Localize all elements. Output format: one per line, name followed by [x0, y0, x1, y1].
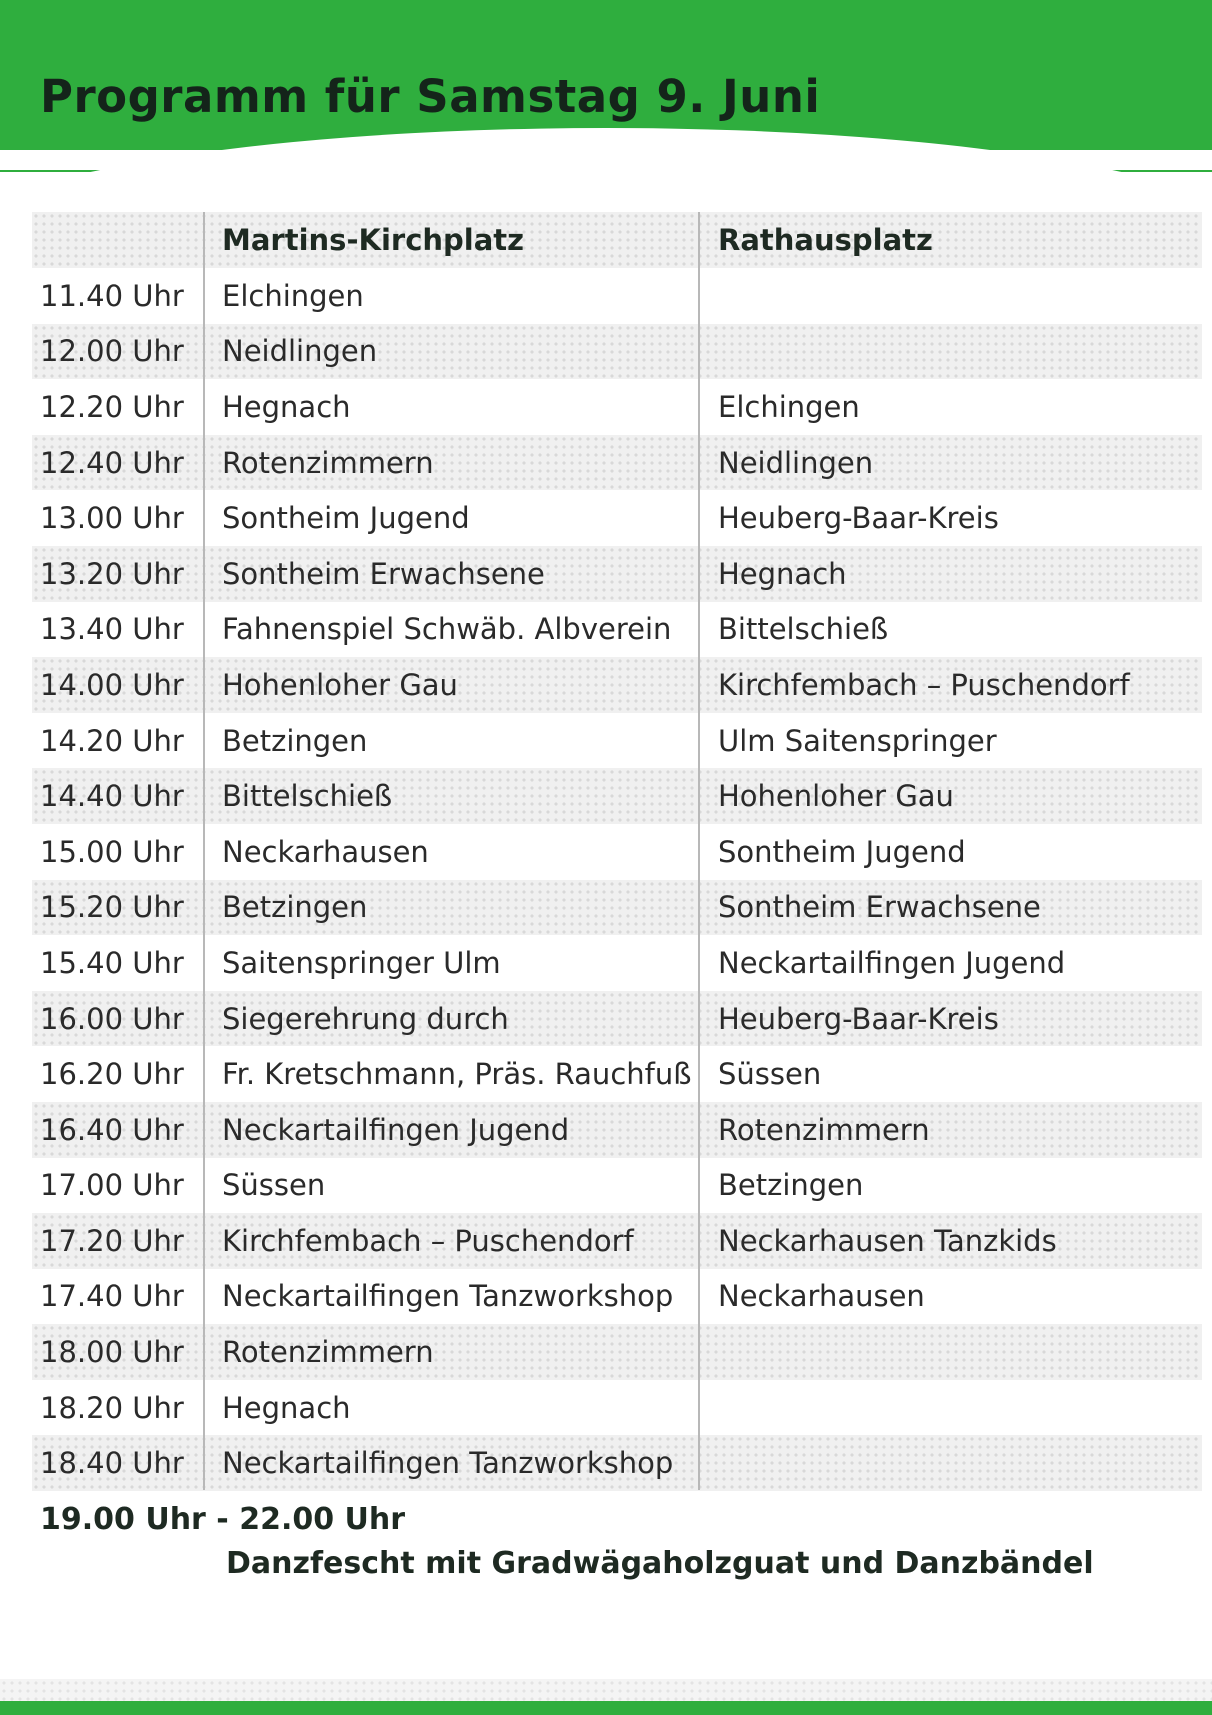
table-row	[32, 435, 1202, 491]
table-row	[32, 768, 1202, 824]
table-row	[32, 991, 1202, 1047]
table-row	[32, 935, 1202, 991]
venue-a-cell: Sontheim Jugend	[222, 501, 470, 536]
venue-b-cell: Heuberg-Baar-Kreis	[718, 1001, 999, 1036]
bottom-bar	[0, 1701, 1212, 1715]
table-row	[32, 713, 1202, 769]
table-row	[32, 546, 1202, 602]
venue-a-cell: Hegnach	[222, 1390, 351, 1425]
venue-b-cell: Neckartailfingen Jugend	[718, 945, 1066, 980]
schedule-table	[32, 212, 1202, 1491]
venue-b-cell: Hegnach	[718, 556, 847, 591]
column-divider-2	[698, 212, 700, 1490]
table-row	[32, 602, 1202, 658]
venue-b-cell: Ulm Saitenspringer	[718, 723, 997, 758]
table-row	[32, 1102, 1202, 1158]
venue-b-cell: Elchingen	[718, 389, 860, 424]
time-cell: 14.20 Uhr	[40, 723, 184, 758]
time-cell: 14.00 Uhr	[40, 667, 184, 702]
venue-a-cell: Rotenzimmern	[222, 445, 434, 480]
table-row	[32, 1158, 1202, 1214]
time-cell: 16.20 Uhr	[40, 1057, 184, 1092]
venue-a-cell: Rotenzimmern	[222, 1335, 434, 1370]
venue-a-cell: Neidlingen	[222, 334, 378, 369]
venue-b-cell: Neckarhausen Tanzkids	[718, 1223, 1057, 1258]
venue-b-cell: Sontheim Erwachsene	[718, 890, 1041, 925]
time-cell: 18.40 Uhr	[40, 1446, 184, 1481]
table-row	[32, 379, 1202, 435]
time-cell: 18.00 Uhr	[40, 1335, 184, 1370]
table-row	[32, 268, 1202, 324]
table-row	[32, 490, 1202, 546]
time-cell: 14.40 Uhr	[40, 779, 184, 814]
venue-a-cell: Kirchfembach – Puschendorf	[222, 1223, 634, 1258]
venue-a-cell: Betzingen	[222, 723, 368, 758]
venue-a-cell: Sontheim Erwachsene	[222, 556, 545, 591]
table-row	[32, 1269, 1202, 1325]
venue-b-cell: Rotenzimmern	[718, 1112, 930, 1147]
column-divider-1	[203, 212, 205, 1490]
table-header-row	[32, 212, 1202, 268]
venue-a-cell: Hohenloher Gau	[222, 667, 458, 702]
venue-a-cell: Betzingen	[222, 890, 368, 925]
time-cell: 17.20 Uhr	[40, 1223, 184, 1258]
venue-a-cell: Fahnenspiel Schwäb. Albverein	[222, 612, 672, 647]
venue-b-cell: Sontheim Jugend	[718, 834, 966, 869]
venue-a-cell: Saitenspringer Ulm	[222, 945, 501, 980]
table-row	[32, 657, 1202, 713]
time-cell: 12.00 Uhr	[40, 334, 184, 369]
venue-b-cell: Neidlingen	[718, 445, 874, 480]
venue-a-cell: Bittelschieß	[222, 779, 393, 814]
time-cell: 16.00 Uhr	[40, 1001, 184, 1036]
time-cell: 15.20 Uhr	[40, 890, 184, 925]
bottom-pattern	[0, 1679, 1212, 1701]
venue-a-cell: Süssen	[222, 1168, 326, 1203]
page-title: Programm für Samstag 9. Juni	[40, 70, 821, 123]
venue-a-cell: Neckartailfingen Jugend	[222, 1112, 570, 1147]
time-cell: 13.20 Uhr	[40, 556, 184, 591]
time-cell: 13.40 Uhr	[40, 612, 184, 647]
time-cell: 12.40 Uhr	[40, 445, 184, 480]
header-venue-b: Rathausplatz	[718, 223, 933, 257]
venue-a-cell: Neckartailfingen Tanzworkshop	[222, 1446, 674, 1481]
evening-time: 19.00 Uhr - 22.00 Uhr	[40, 1502, 406, 1537]
table-row	[32, 880, 1202, 936]
venue-a-cell: Fr. Kretschmann, Präs. Rauchfuß	[222, 1057, 692, 1092]
venue-b-cell: Süssen	[718, 1057, 822, 1092]
table-row	[32, 1213, 1202, 1269]
header-venue-a: Martins-Kirchplatz	[222, 223, 525, 257]
time-cell: 17.40 Uhr	[40, 1279, 184, 1314]
venue-b-cell: Neckarhausen	[718, 1279, 925, 1314]
venue-b-cell: Heuberg-Baar-Kreis	[718, 501, 999, 536]
table-row	[32, 824, 1202, 880]
venue-b-cell: Hohenloher Gau	[718, 779, 954, 814]
evening-event: Danzfescht mit Gradwägaholzguat und Danzbändel	[226, 1546, 1094, 1581]
venue-a-cell: Neckarhausen	[222, 834, 429, 869]
venue-b-cell: Bittelschieß	[718, 612, 889, 647]
time-cell: 15.40 Uhr	[40, 945, 184, 980]
time-cell: 18.20 Uhr	[40, 1390, 184, 1425]
venue-a-cell: Neckartailfingen Tanzworkshop	[222, 1279, 674, 1314]
table-row	[32, 324, 1202, 380]
venue-b-cell: Betzingen	[718, 1168, 864, 1203]
table-row	[32, 1380, 1202, 1436]
time-cell: 11.40 Uhr	[40, 278, 184, 313]
time-cell: 12.20 Uhr	[40, 389, 184, 424]
venue-b-cell: Kirchfembach – Puschendorf	[718, 667, 1130, 702]
venue-a-cell: Siegerehrung durch	[222, 1001, 509, 1036]
table-row	[32, 1046, 1202, 1102]
time-cell: 17.00 Uhr	[40, 1168, 184, 1203]
time-cell: 13.00 Uhr	[40, 501, 184, 536]
time-cell: 15.00 Uhr	[40, 834, 184, 869]
table-row	[32, 1435, 1202, 1491]
venue-a-cell: Hegnach	[222, 389, 351, 424]
table-row	[32, 1324, 1202, 1380]
time-cell: 16.40 Uhr	[40, 1112, 184, 1147]
venue-a-cell: Elchingen	[222, 278, 364, 313]
header-mask	[0, 150, 1212, 170]
